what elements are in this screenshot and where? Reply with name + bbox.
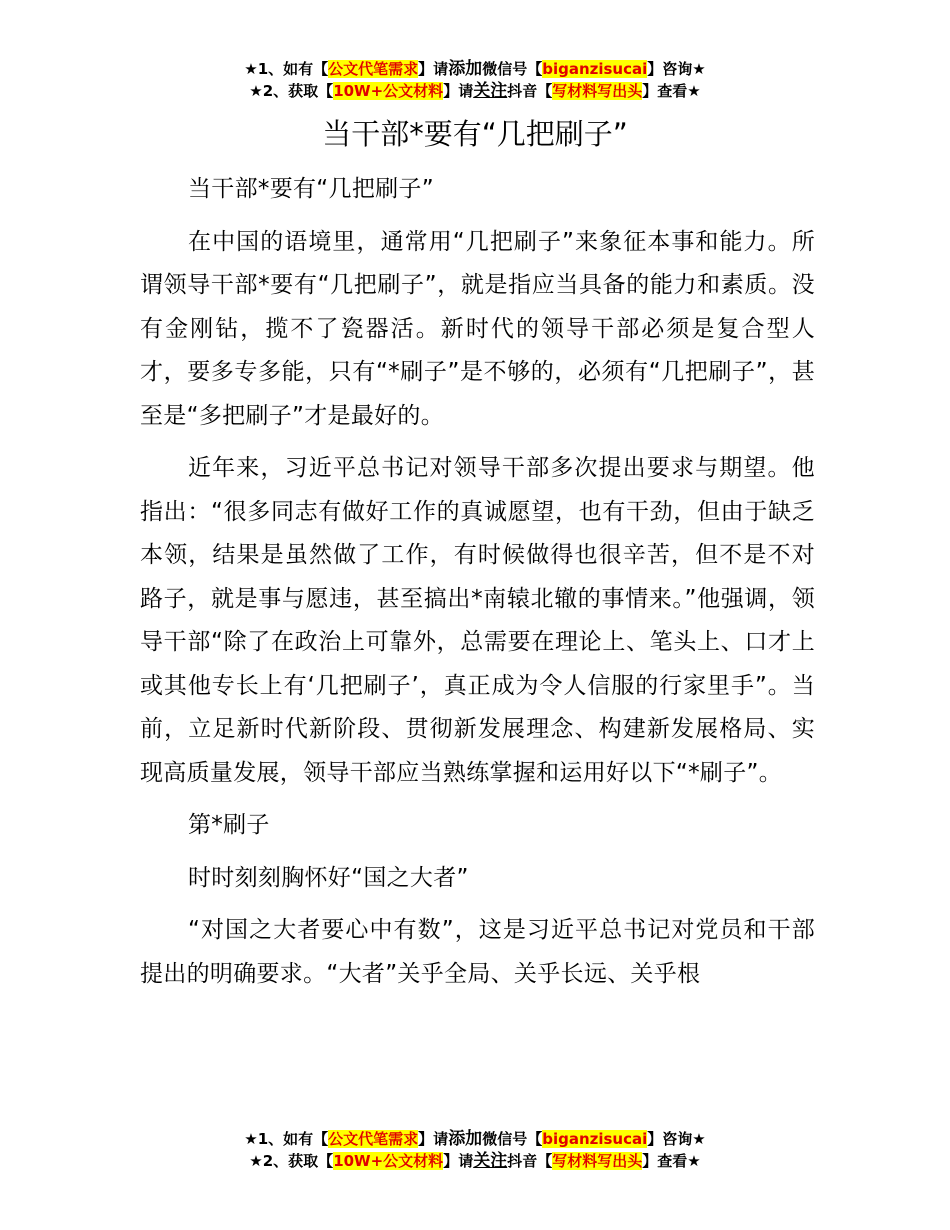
highlight-wechat-id: biganzisucai	[542, 60, 648, 78]
notice-emphasis: 添加	[448, 1129, 483, 1149]
highlight-ghostwriting: 公文代笔需求	[328, 1130, 419, 1148]
notice-line-1	[0, 58, 950, 80]
notice-text: 抖音【	[507, 1152, 553, 1170]
highlight-wechat-id: biganzisucai	[542, 1130, 648, 1148]
notice-emphasis: 添加	[448, 59, 483, 79]
notice-text: 】请	[443, 82, 474, 100]
notice-line-2	[0, 80, 950, 102]
highlight-douyin-account: 写材料写出头	[552, 1152, 643, 1170]
notice-text: ★2、获取【	[249, 82, 334, 100]
notice-emphasis: 关注	[473, 1151, 508, 1171]
section-subheading: 时时刻刻胸怀好“国之大者”	[188, 864, 469, 891]
footer-notice	[0, 1128, 950, 1172]
header-notice	[0, 58, 950, 102]
notice-text: 微信号【	[482, 60, 543, 78]
notice-line-2	[0, 1150, 950, 1172]
section-heading: 第*刷子	[188, 812, 270, 838]
notice-text: 抖音【	[507, 82, 553, 100]
notice-text: 】咨询★	[647, 1130, 706, 1148]
notice-text: ★2、获取【	[249, 1152, 334, 1170]
notice-text: ★1、如有【	[244, 60, 329, 78]
notice-text: 】查看★	[642, 82, 701, 100]
notice-line-1	[0, 1128, 950, 1150]
notice-text: 】请	[418, 1130, 449, 1148]
highlight-materials: 10W+公文材料	[333, 1152, 444, 1170]
notice-text: ★1、如有【	[244, 1130, 329, 1148]
paragraph: 近年来，习近平总书记对领导干部多次提出要求与期望。他指出：“很多同志有做好工作的真诚愿望，也有干劲，但由于缺乏本领，结果是虽然做了工作，有时候做得也很辛苦，但不是不对路子，就是事与愿违，甚至搞出*南辕北辙的事情来。”他强调，领导干部“除了在政治上可靠外，总需要在理论上、笔头上、口才上或其他专长上有‘几把刷子’，真正成为令人信服的行家里手”。当前，立足新时代新阶段、贯彻新发展理念、构建新发展格局、实现高质量发展，领导干部应当熟练掌握和运用好以下“*刷子”。	[140, 455, 815, 786]
document-title: 当干部*要有“几把刷子”	[322, 117, 628, 151]
notice-text: 】请	[443, 1152, 474, 1170]
highlight-materials: 10W+公文材料	[333, 82, 444, 100]
notice-text: 】咨询★	[647, 60, 706, 78]
highlight-douyin-account: 写材料写出头	[552, 82, 643, 100]
notice-text: 】请	[418, 60, 449, 78]
notice-text: 】查看★	[642, 1152, 701, 1170]
paragraph: “对国之大者要心中有数”，这是习近平总书记对党员和干部提出的明确要求。“大者”关乎全局、关乎长远、关乎根	[140, 917, 815, 987]
highlight-ghostwriting: 公文代笔需求	[328, 60, 419, 78]
paragraph-subtitle: 当干部*要有“几把刷子”	[188, 176, 434, 202]
document-body	[140, 168, 815, 1005]
paragraph: 在中国的语境里，通常用“几把刷子”来象征本事和能力。所谓领导干部*要有“几把刷子”，就是指应当具备的能力和素质。没有金刚钻，揽不了瓷器活。新时代的领导干部必须是复合型人才，要多专多能，只有“*刷子”是不够的，必须有“几把刷子”，甚至是“多把刷子”才是最好的。	[140, 228, 815, 429]
notice-text: 微信号【	[482, 1130, 543, 1148]
notice-emphasis: 关注	[473, 81, 508, 101]
